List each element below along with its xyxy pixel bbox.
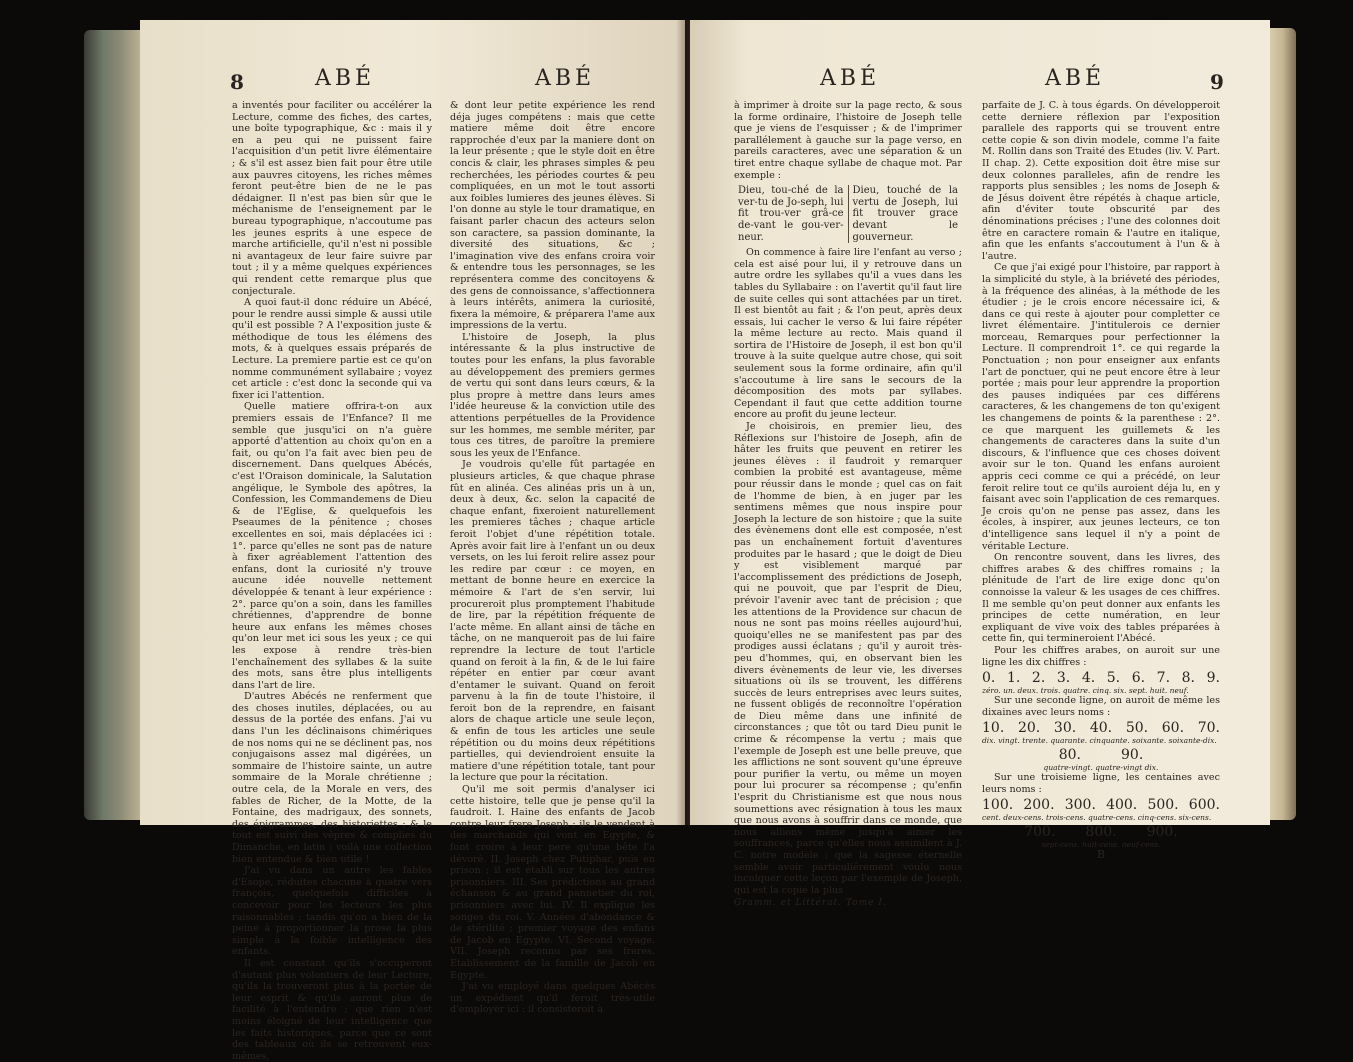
paragraph: & dont leur petite expérience les rend déja juges compétens : mais que cette matiere même doit être encore rapprochée d'eux par la maniere dont on la leur présente ; que le style doit en être concis & clair, les phrases simples & peu recherchées, les périodes courtes & peu compliquées, en un mot le tout assorti aux foibles lumieres des jeunes élèves. Si l'on donne au style le tour dramatique, en faisant parler chacun des acteurs selon son caractere, sa passion dominante, la diversité des situations, &c ; l'imagination vive des enfans croira voir & entendre tous les personnages, se les représentera comme des concitoyens & des gens de connoissance, s'affectionnera à leurs intérêts, animera la curiosité, fixera la mémoire, & préparera l'ame aux impressions de la vertu. [450,100,655,332]
digit: 3. [1056,670,1071,687]
paragraph: Quelle matiere offrira-t-on aux premiers essais de l'Enfance? Il me semble que jusqu'ici on n'a guère apporté d'attention au choix qu'on en a fait, ou qu'on l'a fait avec bien peu de discernement. Dans quelques Abécés, c'est l'Oraison dominicale, la Salutation angélique, le Symbole des apôtres, la Confession, les Commandemens de Dieu & de l'Eglise, & quelquefois les Pseaumes de la pénitence ; choses excellentes en soi, mais déplacées ici : 1°. parce qu'elles ne sont pas de nature à fixer agréablement l'attention des enfans, dont la curiosité n'y trouve aucune idée nouvelle nettement développée & tenant à leur expérience : 2°. parce qu'on a soin, dans les familles chrétiennes, d'apprendre de bonne heure aux enfans les mêmes choses qu'on leur met ici sous les yeux ; ce qui les expose à rendre très-bien l'enchaînement des syllabes & la suite des mots, sans être plus intelligents dans l'art de lire. [232,401,432,691]
book-edge-left [84,30,148,820]
number: 90. [1121,747,1144,764]
text-column-2 [982,100,1220,861]
tens-words: dix. vingt. trente. quarante. cinquante. soixante. soixante-dix. [982,736,1217,746]
digits-words: zéro. un. deux. trois. quatre. cinq. six. sept. huit. neuf. [982,686,1189,696]
paragraph: J'ai vu employé dans quelques Abécés un expédient qu'il feroit très-utile d'employer ici : il consisteroit à [450,981,655,1016]
digit: 9. [1206,670,1220,687]
digits-row [982,670,1220,686]
number: 700. [1024,824,1056,841]
hundreds-row-2 [982,824,1220,840]
verso-syllabified: Dieu, tou-ché de la ver-tu de Jo-seph, lui fit trou-ver grâ-ce de-vant le gou-ver-neur. [738,185,844,243]
paragraph: Je voudrois qu'elle fût partagée en plusieurs articles, & que chaque phrase fût en alinéa. Ces alinéas pris un à un, deux à deux, &c. selon la capacité de chaque enfant, fixeroient naturellement les premieres tâches ; chaque article feroit l'objet d'une répétition totale. Après avoir fait lire à l'enfant un ou deux versets, on les lui feroit relire assez pour les redire par cœur : ce moyen, en mettant de bonne heure en exercice la mémoire & l'art de s'en servir, lui procureroit plus promptement l'habitude de lire, par la répétition fréquente de l'acte même. En allant ainsi de tâche en tâche, on ne manqueroit pas de lui faire reprendre la lecture de tout l'article quand on feroit à la fin, & de le lui faire répéter en entier par cœur avant d'entamer le suivant. Quand on feroit parvenu à la fin de toute l'histoire, il feroit bon de la reprendre, en faisant alors de chaque article une seule leçon, & enfin de tous les articles une seule répétition ou du moins deux répétitions partielles, qui deviendroient ensuite la matiere d'une répétition totale, tant pour la lecture que pour la récitation. [450,459,655,784]
paragraph: Je choisirois, en premier lieu, des Réflexions sur l'histoire de Joseph, afin de hâter les fruits que peuvent en retirer les jeunes élèves : il faudroit y remarquer combien la probité est avantageuse, même pour réussir dans le monde ; quel cas on fait de l'homme de bien, à en juger par les sentimens mêmes que nous inspire pour Joseph la lecture de son histoire ; que la suite des évènemens dont elle est composée, n'est pas un enchaînement fortuit d'aventures produites par le hasard ; que le doigt de Dieu y est visiblement marqué par l'accomplissement des prédictions de Joseph, qui ne pouvoit, que par l'esprit de Dieu, prévoir l'avenir avec tant de précision ; que les attentions de la Providence sur chacun de nous ne sont pas moins réelles aujourd'hui, quoiqu'elles ne se manifestent pas par des prodiges aussi éclatans ; qu'il y auroit très-peu d'hommes, qui, en observant bien les divers évènements de leur vie, les diverses situations où ils se trouvent, les différens succès de leurs entreprises avec leurs suites, ne fussent obligés de reconnoître l'opération de Dieu même dans une infinité de circonstances ; que tôt ou tard Dieu punit le crime & récompense la vertu ; mais que l'exemple de Joseph est une belle preuve, que les afflictions ne sont souvent qu'une épreuve pour purifier la vertu, ou même un moyen pour lui procurer sa récompense ; qu'enfin l'esprit du Christianisme est que nous nous soumettions avec résignation à tous les maux que nous avons à souffrir dans ce monde, que nous allions même jusqu'à aimer les souffrances, parce qu'elles nous assimilent à J. C. notre modèle ; que la sagesse éternelle semble avoir particuliérement voulu nous inculquer cette leçon par l'exemple de Joseph, qui est la copie la plus [734,421,962,896]
number: 900. [1146,824,1178,841]
paragraph: à imprimer à droite sur la page recto, & sous la forme ordinaire, l'histoire de Joseph telle que je viens de l'esquisser ; & de l'imprimer parallélement à gauche sur la page verso, en pareils caracteres, avec une séparation & un tiret entre chaque syllabe de chaque mot. Par exemple : [734,100,962,181]
hundreds-words: cent. deux-cens. trois-cens. quatre-cens. cinq-cens. six-cens. [982,813,1212,823]
paragraph: Ce que j'ai exigé pour l'histoire, par rapport à la simplicité du style, à la briéveté des périodes, à la fréquence des alinéas, à la méthode de les étudier ; je le crois encore nécessaire ici, & dans ce qui reste à ajouter pour completter ce livret élémentaire. J'intitulerois ce dernier morceau, Remarques pour perfectionner la Lecture. Il comprendroit 1°. ce qui regarde la Ponctuation ; non pour enseigner aux enfants l'art de ponctuer, qui ne peut encore être à leur portée ; mais pour leur apprendre la proportion des pauses indiquées par ces différens caracteres, & les changemens de ton qu'exigent les changemens de points & la parenthese : 2°. ce que marquent les guillemets & les changements de caracteres dans la suite d'un discours, & l'influence que ces choses doivent avoir sur le ton. Quand les enfans auroient appris ceci comme ce qui a précédé, on leur feroit relire tout ce qu'ils auroient déja lu, en y faisant avec soin l'application de ces remarques. Je crois qu'on ne pense pas assez, dans les écoles, à inspirer, aux jeunes lecteurs, ce ton d'intelligence sans lequel il n'y a point de véritable Lecture. [982,262,1220,552]
digit: 6. [1131,670,1146,687]
number: 80. [1058,747,1081,764]
footer-signature-line: Gramm. et Littérat. Tome I. [734,898,887,909]
number: 800. [1085,824,1117,841]
recto-plain: Dieu, touché de la vertu de Joseph, lui fit trouver grace devant le gouverneur. [848,185,963,243]
paragraph: Qu'il me soit permis d'analyser ici cette histoire, telle que je pense qu'il la faudroit. I. Haine des enfants de Jacob contre leur frere Joseph ; ils le vendent à des marchands qui vont en Egypte, & font croire à leur pere qu'une bête l'a dévoré. II. Joseph chez Putiphar, puis en prison ; il est établi sur tous les autres prisonniers. III. Ses prédictions au grand échanson & au grand pannetier du roi, prisonniers avec lui. IV. Il explique les songes du roi. V. Années d'abondance & de stérilité ; premier voyage des enfans de Jacob en Egypte. VI. Second voyage. VII. Joseph reconnu par ses freres. Etablissement de la famille de Jacob en Egypte. [450,784,655,981]
running-head-left: ABÉ [820,66,881,91]
number: 10. [982,720,1005,737]
paragraph: a inventés pour faciliter ou accélérer la Lecture, comme des fiches, des cartes, une boîte typographique, &c : mais il y en a peu qui ne puissent faire l'acquisition d'un petit livre élémentaire ; & s'il est assez bien fait pour être utile aux pauvres citoyens, les riches mêmes feront peut-être bien de ne le pas dédaigner. Il n'est pas bien sûr que le méchanisme de l'enseignement par le bureau typographique, n'accoutume pas les jeunes esprits à une espece de marche artificielle, qu'il n'est ni possible ni avantageux de leur faire suivre par tout ; il y a même quelques expériences qui rendent cette remarque plus que conjecturale. [232,100,432,297]
text-column-1 [232,100,432,1062]
text-column-1 [734,100,962,910]
paragraph: L'histoire de Joseph, la plus intéressante & la plus instructive de toutes pour les enfans, la plus favorable au développement des premiers germes de vertu qui sont dans leurs cœurs, & la plus propre à mettre dans leurs ames l'idée heureuse & la conviction utile des attentions perpétuelles de la Providence sur les hommes, me semble mériter, par tous ces titres, de paroître la premiere sous les yeux de l'Enfance. [450,331,655,459]
paragraph: parfaite de J. C. à tous égards. On développeroit cette derniere réflexion par l'exposition parallele des rapports qui se trouvent entre cette copie & son divin modele, comme l'a faite M. Rollin dans son Traité des Etudes (liv. V. Part. II chap. 2). Cette exposition doit être mise sur deux colonnes paralleles, afin de rendre les rapports plus sensibles ; les noms de Joseph & de Jésus doivent être répétés à chaque article, afin d'éviter toute obscurité par des dénominations précises ; l'une des colonnes doit être en caractere romain & l'autre en italique, afin que les enfants s'accoutument à l'un & à l'autre. [982,100,1220,262]
digit: 0. [982,670,996,687]
number: 500. [1147,797,1179,814]
number: 100. [982,797,1014,814]
digit: 8. [1181,670,1195,687]
number: 50. [1125,720,1149,737]
number: 400. [1106,797,1138,814]
text-column-2 [450,100,655,1016]
number: 200. [1023,797,1055,814]
number: 40. [1089,720,1113,737]
number: 300. [1064,797,1096,814]
digit: 5. [1106,670,1121,687]
page-number: 8 [230,70,244,94]
paragraph: On commence à faire lire l'enfant au verso ; cela est aisé pour lui, il y retrouve dans un autre ordre les syllabes qu'il a vues dans les tables du Syllabaire : on l'avertit qu'il faut lire de suite celles qui sont attachées par un tiret. Il est bientôt au fait ; & l'on peut, après deux essais, lui cacher le verso & lui faire répéter la même lecture au recto. Mais quand il sortira de l'Histoire de Joseph, il est bon qu'il trouve à la suite quelque autre chose, qui soit seulement sous la forme ordinaire, afin qu'il s'accoutume à lire sans le secours de la décomposition des mots par syllabes. Cependant il faut que cette addition tourne encore au profit du jeune lecteur. [734,247,962,421]
paragraph: Il est constant qu'ils s'occuperont d'autant plus volontiers de leur Lecture, qu'ils la trouveront plus à la portée de leur esprit & qu'ils auront plus de facilité à l'entendre ; que rien n'est moins éloigné de leur intelligence que les faits historiques, parce que ce sont des tableaux où ils se retrouvent eux-mêmes, [232,957,432,1062]
right-page [690,20,1270,909]
hundreds-row [982,797,1220,813]
running-head-right: ABÉ [535,66,596,91]
paragraph: On rencontre souvent, dans les livres, des chiffres arabes & des chiffres romains ; la plénitude de l'art de lire exige donc qu'on connoisse la valeur & les usages de ces chiffres. Il me semble qu'on peut donner aux enfants les principes de cette numération, en leur expliquant de vive voix des tables préparées à cette fin, qui termineroient l'Abécé. [982,552,1220,645]
left-page [140,20,685,1062]
number: 60. [1161,720,1185,737]
digit: 4. [1081,670,1096,687]
paragraph: Pour les chiffres arabes, on auroit sur une ligne les dix chiffres : [982,644,1220,668]
digit: 2. [1031,670,1046,687]
number: 30. [1053,720,1077,737]
digit: 1. [1006,670,1021,687]
paragraph: D'autres Abécés ne renferment que des choses inutiles, déplacées, ou au dessus de la portée des enfans. J'ai vu dans l'un les déclinaisons chimériques de nos noms qui ne se déclinent pas, nos conjugaisons assez mal digérées, un sommaire de l'histoire sainte, un autre sommaire de la Morale chrétienne ; outre cela, de la Morale en vers, des fables de Richer, de la Motte, de la Fontaine, des madrigaux, des sonnets, des épigrammes, des historiettes ; & le tout est suivi des vêpres & complies du Dimanche, en latin : voilà une collection bien entendue & bien utile ! [232,691,432,865]
running-head-left: ABÉ [315,66,376,91]
digit: 7. [1156,670,1171,687]
tens-row [982,720,1220,736]
paragraph: Sur une troisieme ligne, les centaines avec leurs noms : [982,772,1220,795]
tens-row-2 [982,747,1220,763]
tens-words-2: quatre-vingt. quatre-vingt dix. [1043,763,1159,773]
number: 600. [1188,797,1220,814]
page-number: 9 [1210,70,1224,94]
number: 20. [1017,720,1041,737]
verse-comparison [734,185,962,243]
signature-mark: B [1096,848,1106,862]
paragraph: Sur une seconde ligne, on auroit de même les dixaines avec leurs noms : [982,695,1220,718]
running-head-right: ABÉ [1045,66,1106,91]
number: 70. [1197,720,1220,737]
hundreds-words-2: sept-cens. huit-cens. neuf-cens. [1041,840,1161,850]
paragraph: A quoi faut-il donc réduire un Abécé, pour le rendre aussi simple & aussi utile qu'il est possible ? A l'exposition juste & méthodique de tous les élémens des mots, & à quelques essais préparés de Lecture. La premiere partie est ce qu'on nomme communément syllabaire ; voyez cet article : c'est donc la seconde qui va fixer ici l'attention. [232,297,432,401]
paragraph: J'ai vu dans un autre les fables d'Esope, réduites chacune à quatre vers françois, quelquefois difficiles à concevoir pour les lecteurs les plus raisonnables ; tandis qu'on a bien de la peine à proportionner la prose la plus simple à la foible intelligence des enfants. [232,865,432,958]
